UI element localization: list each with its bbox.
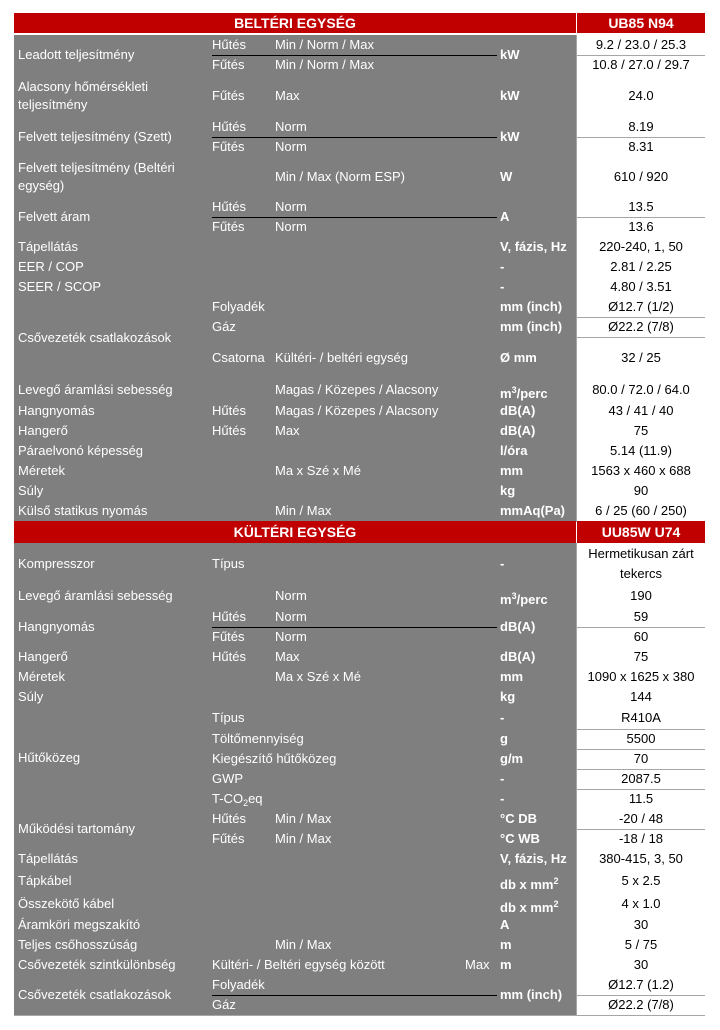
outdoor-row-unit: db x $mm^2$ <box>500 876 559 892</box>
outdoor-row-label: Összekötő kábel <box>18 896 115 911</box>
outdoor-value: 60 <box>633 629 649 644</box>
outdoor-condition-label: Norm <box>275 588 307 603</box>
indoor-value: 6 / 25 (60 / 250) <box>595 503 687 518</box>
group-divider <box>212 55 497 56</box>
indoor-value: Ø12.7 (1/2) <box>608 299 674 314</box>
indoor-value: 43 / 41 / 40 <box>608 403 674 418</box>
outdoor-value: 5 x 2.5 <box>621 873 661 888</box>
indoor-row-unit: V, fázis, Hz <box>500 239 567 254</box>
outdoor-row-unit: kg <box>500 689 516 704</box>
indoor-condition-label: Min / Norm / Max <box>275 57 374 72</box>
outdoor-condition-label: Norm <box>275 609 307 624</box>
indoor-row-label: Páraelvonó képesség <box>18 443 144 458</box>
outdoor-mode-label: Fűtés <box>212 831 245 846</box>
outdoor-value: -18 / 18 <box>618 831 664 846</box>
indoor-row-label: Tápellátás <box>18 239 78 254</box>
indoor-row-unit: kg <box>500 483 516 498</box>
outdoor-row-label: Teljes csőhosszúság <box>18 937 138 952</box>
indoor-value: 8.31 <box>628 139 654 154</box>
indoor-row-label: Méretek <box>18 463 65 478</box>
indoor-mode-label: Fűtés <box>212 139 245 154</box>
outdoor-row-unit: mm <box>500 669 524 684</box>
outdoor-value: 5500 <box>626 731 656 746</box>
outdoor-row-label: Tápkábel <box>18 873 72 888</box>
indoor-model-header: UB85 N94 <box>577 13 705 33</box>
indoor-row-label: Leadott teljesítmény <box>18 47 135 62</box>
outdoor-value: 1090 x 1625 x 380 <box>587 669 695 684</box>
indoor-value: 4.80 / 3.51 <box>610 279 672 294</box>
indoor-row-unit: kW <box>500 88 520 103</box>
outdoor-row-unit: dB(A) <box>500 619 536 634</box>
indoor-value: 32 / 25 <box>621 350 661 365</box>
indoor-row-label: Alacsony hőmérsékleti <box>18 79 149 94</box>
indoor-mode-label: Gáz <box>212 319 236 334</box>
indoor-row-unit: l/óra <box>500 443 528 458</box>
outdoor-value: 30 <box>633 917 649 932</box>
outdoor-extra-label: Max <box>465 957 490 972</box>
indoor-row-label: Levegő áramlási sebesség <box>18 382 173 397</box>
indoor-row-unit: $m^3$/perc <box>500 385 548 401</box>
indoor-value: 90 <box>633 483 649 498</box>
outdoor-value: 4 x 1.0 <box>621 896 661 911</box>
indoor-sub-unit: Ø mm <box>500 350 537 365</box>
indoor-condition-label: Max <box>275 88 300 103</box>
outdoor-row-label: Hangnyomás <box>18 619 95 634</box>
indoor-value: 13.6 <box>628 219 654 234</box>
indoor-row-bg <box>14 257 576 277</box>
group-divider <box>212 995 497 996</box>
outdoor-sub-unit: g/m <box>500 751 524 766</box>
indoor-value: Ø22.2 (7/8) <box>608 319 674 334</box>
outdoor-row-unit: $m^3$/perc <box>500 591 548 607</box>
outdoor-row-unit: dB(A) <box>500 649 536 664</box>
outdoor-mode-label: Típus <box>212 710 245 725</box>
outdoor-value: 75 <box>633 649 649 664</box>
outdoor-sub-unit: - <box>500 710 505 725</box>
outdoor-sub-unit: °C DB <box>500 811 537 826</box>
outdoor-mode-label: Folyadék <box>212 977 265 992</box>
indoor-condition-label: Magas / Közepes / Alacsony <box>275 382 439 397</box>
outdoor-mode-label: Kültéri- / Beltéri egység között <box>212 957 385 972</box>
indoor-condition-label: Min / Max <box>275 503 332 518</box>
indoor-mode-label: Fűtés <box>212 57 245 72</box>
outdoor-value: 59 <box>633 609 649 624</box>
indoor-row-label: Felvett teljesítmény (Szett) <box>18 129 172 144</box>
indoor-row-unit: W <box>500 169 513 184</box>
outdoor-condition-label: Norm <box>275 629 307 644</box>
indoor-row-label: Súly <box>18 483 44 498</box>
indoor-value: 9.2 / 23.0 / 25.3 <box>595 37 687 52</box>
outdoor-row-label: Súly <box>18 689 44 704</box>
indoor-row-unit: - <box>500 259 505 274</box>
indoor-row-label: Felvett áram <box>18 209 91 224</box>
outdoor-sub-unit: g <box>500 731 508 746</box>
outdoor-model-header: UU85W U74 <box>577 521 705 543</box>
indoor-condition-label: Norm <box>275 119 307 134</box>
indoor-row-unit: A <box>500 209 510 224</box>
outdoor-row-unit: - <box>500 556 505 571</box>
outdoor-mode-label: Fűtés <box>212 629 245 644</box>
outdoor-row-bg <box>14 687 576 707</box>
indoor-sub-unit: mm (inch) <box>500 319 563 334</box>
outdoor-value: 380-415, 3, 50 <box>599 851 683 866</box>
outdoor-mode-label: Hűtés <box>212 811 246 826</box>
outdoor-row-unit: A <box>500 917 510 932</box>
outdoor-row-label: Levegő áramlási sebesség <box>18 588 173 603</box>
indoor-row-unit: kW <box>500 47 520 62</box>
outdoor-row-bg <box>14 849 576 869</box>
outdoor-section-header: KÜLTÉRI EGYSÉG <box>14 521 576 543</box>
outdoor-mode-label: $T-CO_2eq$ <box>212 791 263 808</box>
outdoor-sub-unit: - <box>500 771 505 786</box>
outdoor-mode-label: Hűtés <box>212 649 246 664</box>
indoor-row-label: egység) <box>18 178 65 193</box>
indoor-row-label: Hangerő <box>18 423 68 438</box>
group-divider <box>212 627 497 628</box>
outdoor-row-unit: m <box>500 937 512 952</box>
indoor-value: 2.81 / 2.25 <box>610 259 672 274</box>
indoor-mode-label: Fűtés <box>212 88 245 103</box>
indoor-value: 1563 x 460 x 688 <box>591 463 691 478</box>
indoor-mode-label: Hűtés <box>212 403 246 418</box>
outdoor-condition-label: Min / Max <box>275 937 332 952</box>
indoor-condition-label: Norm <box>275 219 307 234</box>
outdoor-row-label: Hangerő <box>18 649 68 664</box>
outdoor-value: 190 <box>630 588 652 603</box>
indoor-condition-label: Norm <box>275 199 307 214</box>
outdoor-row-label: Hűtőközeg <box>18 750 81 765</box>
outdoor-value: 5 / 75 <box>624 937 658 952</box>
indoor-condition-label: Min / Max (Norm ESP) <box>275 169 406 184</box>
outdoor-row-label: Áramköri megszakító <box>18 917 141 932</box>
indoor-value: 5.14 (11.9) <box>610 443 672 458</box>
outdoor-condition-label: Min / Max <box>275 831 332 846</box>
outdoor-value: Ø12.7 (1.2) <box>608 977 674 992</box>
outdoor-row-unit: mm (inch) <box>500 987 563 1002</box>
indoor-mode-label: Hűtés <box>212 423 246 438</box>
indoor-row-unit: mmAq(Pa) <box>500 503 566 518</box>
outdoor-row-bg <box>14 543 576 585</box>
outdoor-mode-label: Kiegészítő hűtőközeg <box>212 751 337 766</box>
indoor-value: 220-240, 1, 50 <box>599 239 683 254</box>
indoor-value: 10.8 / 27.0 / 29.7 <box>592 57 690 72</box>
outdoor-mode-label: GWP <box>212 771 244 786</box>
indoor-row-label: EER / COP <box>18 259 84 274</box>
indoor-row-unit: dB(A) <box>500 423 536 438</box>
group-divider <box>212 217 497 218</box>
indoor-value: 80.0 / 72.0 / 64.0 <box>592 382 690 397</box>
outdoor-row-label: Csővezeték szintkülönbség <box>18 957 176 972</box>
outdoor-mode-label: Típus <box>212 556 245 571</box>
outdoor-value: 144 <box>630 689 652 704</box>
outdoor-row-label: Méretek <box>18 669 65 684</box>
indoor-section-header: BELTÉRI EGYSÉG <box>14 13 576 33</box>
outdoor-mode-label: Hűtés <box>212 609 246 624</box>
indoor-mode-label: Hűtés <box>212 37 246 52</box>
indoor-mode-label: Hűtés <box>212 199 246 214</box>
outdoor-value: tekercs <box>620 566 662 581</box>
indoor-condition-label: Norm <box>275 139 307 154</box>
outdoor-row-unit: m <box>500 957 512 972</box>
outdoor-value: Hermetikusan zárt <box>588 546 694 561</box>
outdoor-value: 70 <box>633 751 649 766</box>
indoor-row-label: Csővezeték csatlakozások <box>18 330 172 345</box>
group-divider <box>212 137 497 138</box>
outdoor-value: 30 <box>633 957 649 972</box>
outdoor-row-label: Kompresszor <box>18 556 95 571</box>
outdoor-row-bg <box>14 869 576 893</box>
outdoor-row-unit: db x $mm^2$ <box>500 899 559 915</box>
indoor-value: 13.5 <box>628 199 654 214</box>
indoor-value: 24.0 <box>628 88 654 103</box>
indoor-row-bg <box>14 237 576 257</box>
indoor-value: 75 <box>633 423 649 438</box>
indoor-sub-unit: mm (inch) <box>500 299 563 314</box>
outdoor-condition-label: Max <box>275 649 300 664</box>
indoor-row-unit: mm <box>500 463 524 478</box>
indoor-row-unit: - <box>500 279 505 294</box>
sub-divider <box>577 337 705 338</box>
outdoor-value: R410A <box>621 710 661 725</box>
outdoor-row-label: Tápellátás <box>18 851 78 866</box>
outdoor-value: -20 / 48 <box>618 811 664 826</box>
outdoor-condition-label: Ma x Szé x Mé <box>275 669 361 684</box>
indoor-condition-label: Max <box>275 423 300 438</box>
indoor-row-label: teljesítmény <box>18 97 88 112</box>
indoor-row-label: Külső statikus nyomás <box>18 503 148 518</box>
outdoor-sub-unit: - <box>500 791 505 806</box>
indoor-mode-label: Folyadék <box>212 299 265 314</box>
indoor-condition-label: Min / Norm / Max <box>275 37 374 52</box>
indoor-condition-label: Ma x Szé x Mé <box>275 463 361 478</box>
outdoor-value: 2087.5 <box>621 771 661 786</box>
indoor-mode-label: Csatorna <box>212 350 265 365</box>
outdoor-row-label: Csővezeték csatlakozások <box>18 987 172 1002</box>
indoor-mode-label: Hűtés <box>212 119 246 134</box>
indoor-row-label: Hangnyomás <box>18 403 95 418</box>
outdoor-row-label: Működési tartomány <box>18 821 136 836</box>
outdoor-sub-unit: °C WB <box>500 831 540 846</box>
outdoor-mode-label: Töltőmennyiség <box>212 731 304 746</box>
indoor-row-unit: kW <box>500 129 520 144</box>
indoor-row-bg <box>14 481 576 501</box>
indoor-value: 8.19 <box>628 119 654 134</box>
indoor-mode-label: Fűtés <box>212 219 245 234</box>
row-divider <box>14 1015 705 1016</box>
indoor-row-label: SEER / SCOP <box>18 279 102 294</box>
outdoor-condition-label: Min / Max <box>275 811 332 826</box>
outdoor-value: 11.5 <box>628 791 654 806</box>
indoor-row-unit: dB(A) <box>500 403 536 418</box>
outdoor-value: Ø22.2 (7/8) <box>608 997 674 1012</box>
indoor-condition-label: Magas / Közepes / Alacsony <box>275 403 439 418</box>
indoor-condition-label: Kültéri- / beltéri egység <box>275 350 408 365</box>
indoor-row-label: Felvett teljesítmény (Beltéri <box>18 160 175 175</box>
outdoor-row-unit: V, fázis, Hz <box>500 851 567 866</box>
outdoor-mode-label: Gáz <box>212 997 236 1012</box>
indoor-value: 610 / 920 <box>613 169 669 184</box>
